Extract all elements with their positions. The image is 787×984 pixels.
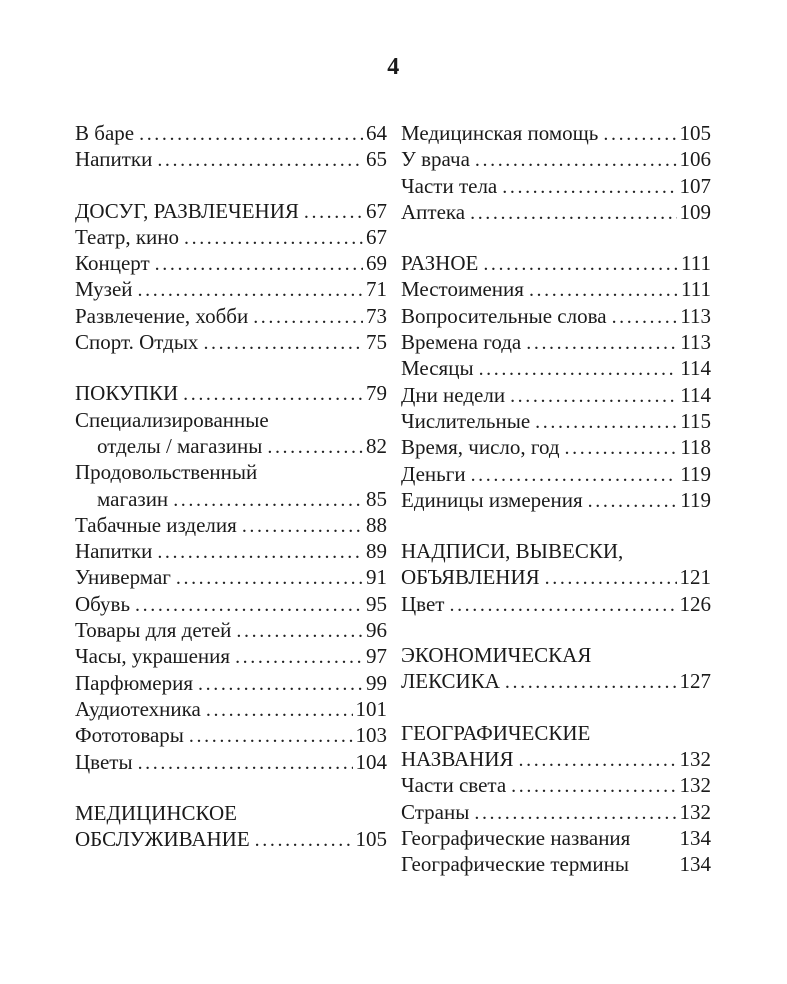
dot-leader [206, 697, 353, 722]
toc-entry [401, 251, 711, 277]
toc-entry-label: Концерт [75, 251, 150, 276]
section-spacer [401, 226, 711, 251]
dot-leader [155, 251, 363, 276]
toc-entry-page: 115 [680, 408, 711, 433]
toc-entry-page: 67 [366, 224, 387, 249]
toc-entry-label: магазин [97, 486, 169, 511]
toc-entry-label: Театр, кино [75, 224, 179, 249]
toc-entry-label: Спорт. Отдых [75, 330, 199, 355]
toc-entry [401, 747, 711, 773]
dot-leader [255, 827, 353, 852]
toc-entry [75, 723, 387, 749]
dot-leader [242, 513, 363, 538]
dot-leader [183, 381, 363, 406]
dot-leader [535, 409, 677, 434]
toc-entry-page: 132 [679, 799, 711, 824]
toc-entry-page: 85 [366, 486, 387, 511]
dot-leader [138, 750, 353, 775]
toc-entry-label: ЛЕКСИКА [401, 669, 500, 694]
dot-leader [470, 200, 676, 225]
toc-entry-label: Продовольственный [75, 460, 258, 485]
toc-entry-label: Парфюмерия [75, 670, 194, 695]
toc-entry-page: 97 [366, 644, 387, 669]
toc-entry-page: 105 [355, 827, 387, 852]
dot-leader [565, 435, 678, 460]
toc-entry-label: Части света [401, 773, 507, 798]
toc-entry [401, 643, 711, 669]
dot-leader [253, 304, 363, 329]
toc-entry-page: 88 [366, 512, 387, 537]
toc-entry-page: 111 [681, 251, 711, 276]
toc-entry-page: 114 [680, 382, 711, 407]
toc-entry-page: 113 [680, 330, 711, 355]
toc-entry-label: Страны [401, 799, 470, 824]
dot-leader [157, 147, 363, 172]
page-number: 4 [387, 54, 400, 80]
toc-entry-page: 99 [366, 670, 387, 695]
toc-entry [401, 488, 711, 514]
toc-entry [401, 383, 711, 409]
dot-leader [135, 592, 363, 617]
toc-entry-label: РАЗНОЕ [401, 251, 479, 276]
toc-entry [75, 618, 387, 644]
toc-entry [75, 251, 387, 277]
toc-entry-page: 134 [679, 825, 711, 850]
dot-leader [526, 330, 677, 355]
toc-entry [401, 304, 711, 330]
toc-entry [401, 330, 711, 356]
section-spacer [401, 696, 711, 721]
toc-entry-label: Табачные изделия [75, 512, 237, 537]
toc-entry [75, 121, 387, 147]
toc-entry [75, 539, 387, 565]
toc-entry-label: Цветы [75, 749, 133, 774]
toc-entry [75, 460, 387, 486]
toc-entry-label: Месяцы [401, 356, 474, 381]
toc-entry [75, 381, 387, 407]
dot-leader [471, 462, 678, 487]
toc-entry [75, 592, 387, 618]
toc-entry [75, 513, 387, 539]
toc-entry-label: У врача [401, 147, 470, 172]
toc-entry [401, 174, 711, 200]
dot-leader [267, 434, 363, 459]
toc-entry-page: 71 [366, 277, 387, 302]
dot-leader [235, 644, 363, 669]
dot-leader [511, 773, 676, 798]
toc-entry-page: 114 [680, 356, 711, 381]
dot-leader [505, 669, 677, 694]
toc-entry-label: В баре [75, 121, 135, 145]
toc-entry-label: ЭКОНОМИЧЕСКАЯ [401, 643, 592, 668]
toc-entry [401, 592, 711, 618]
toc-entry-page: 96 [366, 618, 387, 643]
toc-entry-page: 127 [679, 669, 711, 694]
toc-entry-label: Цвет [401, 591, 445, 616]
dot-leader [479, 356, 678, 381]
toc-entry-page: 69 [366, 251, 387, 276]
toc-entry-page: 79 [366, 381, 387, 406]
dot-leader [519, 747, 677, 772]
dot-leader [510, 383, 677, 408]
dot-leader [449, 592, 676, 617]
toc-columns [75, 121, 711, 878]
toc-entry-label: Местоимения [401, 277, 524, 302]
dot-leader [502, 174, 676, 199]
toc-entry [401, 121, 711, 147]
toc-entry [401, 539, 711, 565]
toc-entry [401, 826, 711, 852]
dot-leader [138, 277, 363, 302]
toc-entry-page: 113 [680, 303, 711, 328]
section-spacer [75, 776, 387, 801]
toc-entry-label: Время, число, год [401, 435, 560, 460]
toc-entry-page: 103 [355, 723, 387, 748]
toc-entry [75, 147, 387, 173]
toc-entry-label: Часы, украшения [75, 644, 231, 669]
section-spacer [401, 514, 711, 539]
toc-entry-label: Числительные [401, 408, 531, 433]
section-spacer [75, 356, 387, 381]
toc-entry-label: ОБЪЯВЛЕНИЯ [401, 565, 540, 590]
toc-entry-label: ОБСЛУЖИВАНИЕ [75, 827, 250, 852]
toc-entry [75, 750, 387, 776]
toc-entry-page: 106 [679, 147, 711, 172]
toc-entry-page: 65 [366, 147, 387, 172]
dot-leader [236, 618, 363, 643]
toc-entry-page: 132 [679, 773, 711, 798]
toc-entry [401, 409, 711, 435]
toc-entry-label: Обувь [75, 591, 131, 616]
toc-entry-label: ГЕОГРАФИЧЕСКИЕ [401, 720, 591, 745]
toc-column-left [75, 121, 387, 878]
dot-leader [545, 565, 677, 590]
toc-entry-label: Аудиотехника [75, 696, 201, 721]
toc-entry [75, 801, 387, 827]
toc-entry [401, 277, 711, 303]
toc-entry-page: 126 [679, 591, 711, 616]
dot-leader [475, 147, 677, 172]
toc-entry-page: 121 [679, 565, 711, 590]
toc-entry-label: Аптека [401, 199, 466, 224]
dot-leader [189, 723, 353, 748]
dot-leader [603, 121, 676, 146]
toc-entry [75, 827, 387, 853]
toc-entry [75, 304, 387, 330]
toc-entry-label: Вопросительные слова [401, 303, 607, 328]
toc-entry-label: Фототовары [75, 723, 184, 748]
dot-leader [203, 330, 363, 355]
toc-entry [75, 671, 387, 697]
toc-entry-page: 107 [679, 173, 711, 198]
toc-column-right [401, 121, 711, 878]
dot-leader [176, 565, 363, 590]
toc-entry-page: 132 [679, 746, 711, 771]
toc-entry [401, 669, 711, 695]
toc-entry-label: Универмаг [75, 565, 171, 590]
toc-entry-label: Времена года [401, 330, 522, 355]
toc-entry-page: 111 [681, 277, 711, 302]
section-spacer [401, 618, 711, 643]
dot-leader [157, 539, 363, 564]
toc-entry [401, 435, 711, 461]
toc-entry-page: 104 [355, 749, 387, 774]
dot-leader [588, 488, 678, 513]
toc-entry [75, 330, 387, 356]
dot-leader [173, 487, 363, 512]
toc-entry-page: 89 [366, 539, 387, 564]
toc-entry [401, 800, 711, 826]
toc-entry [401, 147, 711, 173]
toc-entry [401, 462, 711, 488]
toc-entry-label: Медицинская помощь [401, 121, 599, 145]
toc-entry-page: 64 [366, 121, 387, 145]
toc-entry [75, 199, 387, 225]
dot-leader [198, 671, 363, 696]
toc-entry-page: 95 [366, 591, 387, 616]
dot-leader [139, 121, 363, 146]
toc-entry [75, 644, 387, 670]
toc-entry [401, 356, 711, 382]
toc-entry-label: Дни недели [401, 382, 506, 407]
toc-entry [75, 565, 387, 591]
toc-entry [401, 852, 711, 878]
toc-entry-label: Напитки [75, 539, 153, 564]
section-spacer [75, 174, 387, 199]
toc-entry-label: ДОСУГ, РАЗВЛЕЧЕНИЯ [75, 198, 299, 223]
toc-entry-page: 119 [680, 487, 711, 512]
toc-entry-label: Деньги [401, 461, 466, 486]
toc-entry-page: 101 [355, 696, 387, 721]
toc-entry-page: 105 [679, 121, 711, 145]
toc-entry-label: Товары для детей [75, 618, 232, 643]
toc-entry-label: Части тела [401, 173, 498, 198]
toc-entry-label: МЕДИЦИНСКОЕ [75, 800, 237, 825]
toc-entry [75, 408, 387, 434]
toc-entry-page: 134 [679, 852, 711, 877]
dot-leader [529, 277, 678, 302]
toc-entry [75, 697, 387, 723]
toc-entry-label: НАЗВАНИЯ [401, 746, 514, 771]
toc-entry-label: Географические термины [401, 852, 629, 877]
toc-entry [401, 721, 711, 747]
toc-entry [75, 225, 387, 251]
toc-entry-page: 75 [366, 330, 387, 355]
toc-entry [401, 565, 711, 591]
toc-entry-label: отделы / магазины [97, 433, 263, 458]
toc-entry-label: Развлечение, хобби [75, 303, 249, 328]
toc-entry-page: 109 [679, 199, 711, 224]
toc-entry-label: Специализированные [75, 407, 269, 432]
toc-entry-label: Музей [75, 277, 133, 302]
toc-entry [75, 487, 387, 513]
dot-leader [304, 199, 363, 224]
toc-entry-page: 118 [680, 435, 711, 460]
toc-entry [75, 434, 387, 460]
toc-entry [401, 200, 711, 226]
toc-entry-label: Напитки [75, 147, 153, 172]
toc-entry-page: 73 [366, 303, 387, 328]
toc-entry [75, 277, 387, 303]
dot-leader [612, 304, 678, 329]
toc-entry-page: 91 [366, 565, 387, 590]
toc-entry-label: ПОКУПКИ [75, 381, 179, 406]
toc-entry-label: Географические названия [401, 825, 631, 850]
dot-leader [474, 800, 676, 825]
dot-leader [184, 225, 363, 250]
toc-entry-page: 119 [680, 461, 711, 486]
dot-leader [483, 251, 678, 276]
toc-entry-page: 82 [366, 433, 387, 458]
toc-entry-label: НАДПИСИ, ВЫВЕСКИ, [401, 539, 624, 564]
toc-entry [401, 773, 711, 799]
toc-entry-label: Единицы измерения [401, 487, 583, 512]
toc-entry-page: 67 [366, 198, 387, 223]
